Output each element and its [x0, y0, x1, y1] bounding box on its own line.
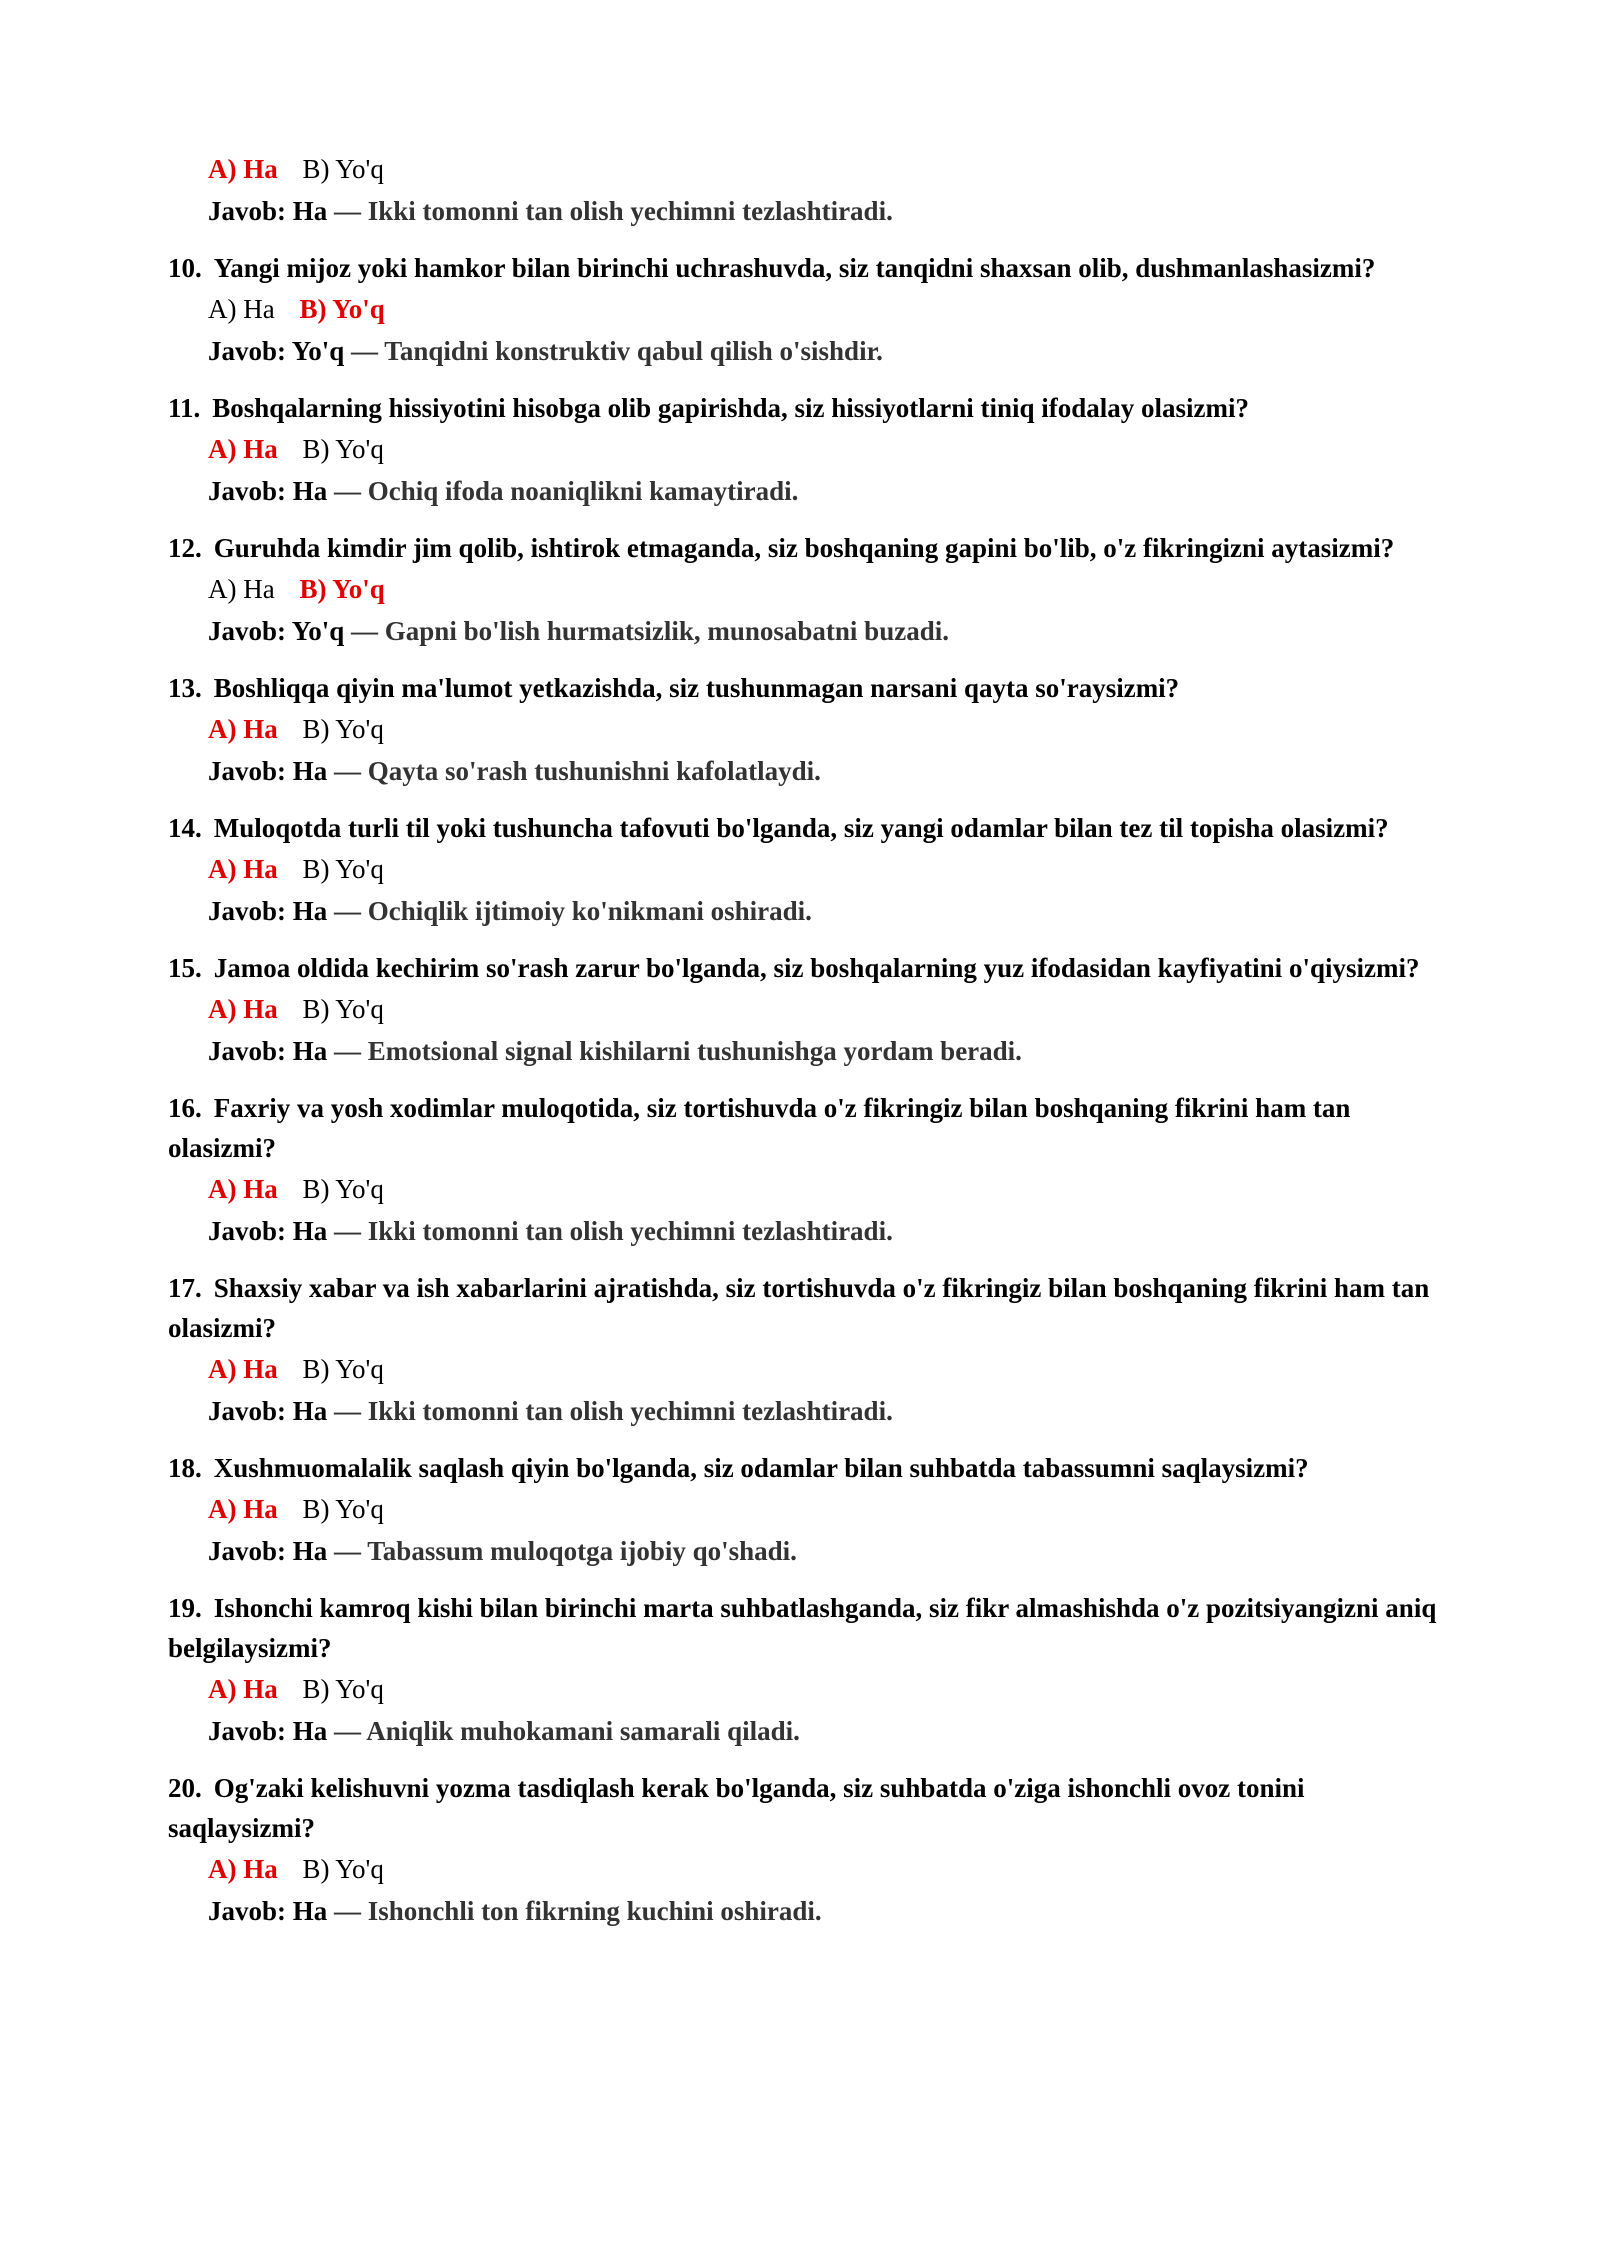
option-b: B) Yo'q: [302, 1174, 384, 1204]
question-block: [168, 388, 1440, 512]
answer-label: Javob: Ha: [208, 1896, 328, 1926]
question-text: [168, 248, 1440, 288]
question-block: [168, 808, 1440, 932]
option-a: A) Ha: [208, 854, 278, 884]
answer-line: [168, 190, 1440, 232]
option-a: A) Ha: [208, 434, 278, 464]
answer-line: [168, 1710, 1440, 1752]
answer-label: Javob: Ha: [208, 896, 328, 926]
answer-explanation: Ishonchli ton fikrning kuchini oshiradi.: [367, 1896, 822, 1926]
options-row: [168, 1668, 1440, 1710]
options-row: [168, 1348, 1440, 1390]
answer-explanation: Tanqidni konstruktiv qabul qilish o'sishdir.: [384, 336, 883, 366]
options-row: [168, 988, 1440, 1030]
answer-dash: —: [351, 336, 385, 366]
option-b: B) Yo'q: [302, 714, 384, 744]
question-number: 14.: [168, 813, 202, 843]
answer-dash: —: [334, 1396, 368, 1426]
answer-dash: —: [334, 1216, 368, 1246]
answer-line: [168, 470, 1440, 512]
question-block: [168, 528, 1440, 652]
answer-label: Javob: Ha: [208, 1216, 328, 1246]
question-body: Boshqalarning hissiyotini hisobga olib gapirishda, siz hissiyotlarni tiniq ifodalay olasizmi?: [212, 393, 1250, 423]
question-body: Xushmuomalalik saqlash qiyin bo'lganda, siz odamlar bilan suhbatda tabassumni saqlaysizmi?: [213, 1453, 1309, 1483]
option-b: B) Yo'q: [302, 994, 384, 1024]
options-row: [168, 568, 1440, 610]
option-b: B) Yo'q: [302, 154, 384, 184]
options-row: [168, 1168, 1440, 1210]
question-block: [168, 1088, 1440, 1252]
answer-explanation: Ikki tomonni tan olish yechimni tezlashtiradi.: [367, 1216, 893, 1246]
answer-explanation: Emotsional signal kishilarni tushunishga yordam beradi.: [367, 1036, 1022, 1066]
option-a: A) Ha: [208, 714, 278, 744]
answer-dash: —: [334, 196, 368, 226]
option-a: A) Ha: [208, 1354, 278, 1384]
answer-dash: —: [334, 476, 368, 506]
option-a: A) Ha: [208, 1674, 278, 1704]
question-block: [168, 248, 1440, 372]
question-text: [168, 948, 1440, 988]
options-row: [168, 288, 1440, 330]
answer-dash: —: [334, 896, 368, 926]
option-a: A) Ha: [208, 154, 278, 184]
options-row: [168, 428, 1440, 470]
question-text: [168, 1768, 1440, 1848]
question-text: [168, 1088, 1440, 1168]
options-row: [168, 708, 1440, 750]
answer-explanation: Qayta so'rash tushunishni kafolatlaydi.: [367, 756, 821, 786]
question-number: 11.: [168, 393, 201, 423]
option-a: A) Ha: [208, 294, 275, 324]
answer-label: Javob: Ha: [208, 1036, 328, 1066]
option-b: B) Yo'q: [302, 434, 384, 464]
option-b: B) Yo'q: [299, 294, 385, 324]
answer-label: Javob: Yo'q: [208, 616, 345, 646]
question-body: Ishonchi kamroq kishi bilan birinchi marta suhbatlashganda, siz fikr almashishda o'z pozitsiyangizni aniq belgilaysizmi?: [168, 1593, 1437, 1663]
options-row: [168, 1488, 1440, 1530]
answer-dash: —: [334, 1716, 367, 1746]
answer-label: Javob: Yo'q: [208, 336, 345, 366]
question-text: [168, 1448, 1440, 1488]
option-a: A) Ha: [208, 574, 275, 604]
question-number: 13.: [168, 673, 202, 703]
answer-line: [168, 1530, 1440, 1572]
question-body: Muloqotda turli til yoki tushuncha tafovuti bo'lganda, siz yangi odamlar bilan tez til topisha olasizmi?: [213, 813, 1389, 843]
answer-label: Javob: Ha: [208, 1536, 328, 1566]
answer-dash: —: [334, 1036, 368, 1066]
question-block: [168, 1588, 1440, 1752]
option-a: A) Ha: [208, 994, 278, 1024]
option-b: B) Yo'q: [302, 1354, 384, 1384]
question-body: Jamoa oldida kechirim so'rash zarur bo'lganda, siz boshqalarning yuz ifodasidan kayfiyatini o'qiysizmi?: [213, 953, 1420, 983]
answer-line: [168, 750, 1440, 792]
question-block: [168, 1768, 1440, 1932]
options-row: [168, 1848, 1440, 1890]
option-a: A) Ha: [208, 1174, 278, 1204]
option-b: B) Yo'q: [299, 574, 385, 604]
answer-line: [168, 1890, 1440, 1932]
question-body: Faxriy va yosh xodimlar muloqotida, siz tortishuvda o'z fikringiz bilan boshqaning fikrini ham tan olasizmi?: [168, 1093, 1351, 1163]
question-number: 19.: [168, 1593, 202, 1623]
option-a: A) Ha: [208, 1494, 278, 1524]
answer-explanation: Gapni bo'lish hurmatsizlik, munosabatni buzadi.: [384, 616, 949, 646]
question-block: [168, 1268, 1440, 1432]
answer-dash: —: [351, 616, 385, 646]
question-number: 17.: [168, 1273, 202, 1303]
answer-label: Javob: Ha: [208, 756, 328, 786]
options-row: [168, 848, 1440, 890]
question-text: [168, 528, 1440, 568]
question-body: Shaxsiy xabar va ish xabarlarini ajratishda, siz tortishuvda o'z fikringiz bilan boshqaning fikrini ham tan olasizmi?: [168, 1273, 1430, 1343]
answer-line: [168, 1210, 1440, 1252]
answer-dash: —: [334, 1536, 368, 1566]
answer-explanation: Ochiqlik ijtimoiy ko'nikmani oshiradi.: [367, 896, 812, 926]
answer-label: Javob: Ha: [208, 1716, 328, 1746]
answer-label: Javob: Ha: [208, 1396, 328, 1426]
question-number: 20.: [168, 1773, 202, 1803]
question-text: [168, 808, 1440, 848]
question-text: [168, 668, 1440, 708]
option-b: B) Yo'q: [302, 854, 384, 884]
answer-line: [168, 330, 1440, 372]
question-body: Boshliqqa qiyin ma'lumot yetkazishda, siz tushunmagan narsani qayta so'raysizmi?: [213, 673, 1180, 703]
question-text: [168, 1588, 1440, 1668]
question-number: 12.: [168, 533, 202, 563]
option-a: A) Ha: [208, 1854, 278, 1884]
question-block: [168, 668, 1440, 792]
question-number: 16.: [168, 1093, 202, 1123]
answer-line: [168, 610, 1440, 652]
question-list: [168, 148, 1440, 1948]
answer-dash: —: [334, 1896, 368, 1926]
question-body: Guruhda kimdir jim qolib, ishtirok etmaganda, siz boshqaning gapini bo'lib, o'z fikringizni aytasizmi?: [213, 533, 1395, 563]
option-b: B) Yo'q: [302, 1674, 384, 1704]
answer-explanation: Tabassum muloqotga ijobiy qo'shadi.: [367, 1536, 797, 1566]
answer-explanation: Ikki tomonni tan olish yechimni tezlashtiradi.: [367, 196, 893, 226]
question-text: [168, 1268, 1440, 1348]
answer-label: Javob: Ha: [208, 476, 328, 506]
question-block: [168, 1448, 1440, 1572]
answer-label: Javob: Ha: [208, 196, 328, 226]
question-body: Yangi mijoz yoki hamkor bilan birinchi uchrashuvda, siz tanqidni shaxsan olib, dushmanlashasizmi?: [213, 253, 1376, 283]
option-b: B) Yo'q: [302, 1854, 384, 1884]
option-b: B) Yo'q: [302, 1494, 384, 1524]
question-text: [168, 388, 1440, 428]
question-block: [168, 148, 1440, 232]
answer-explanation: Ikki tomonni tan olish yechimni tezlashtiradi.: [367, 1396, 893, 1426]
answer-explanation: Ochiq ifoda noaniqlikni kamaytiradi.: [367, 476, 799, 506]
answer-line: [168, 1030, 1440, 1072]
question-number: 10.: [168, 253, 202, 283]
question-body: Og'zaki kelishuvni yozma tasdiqlash kerak bo'lganda, siz suhbatda o'ziga ishonchli ovoz tonini saqlaysizmi?: [168, 1773, 1305, 1843]
answer-dash: —: [334, 756, 368, 786]
options-row: [168, 148, 1440, 190]
answer-line: [168, 890, 1440, 932]
answer-explanation: Aniqlik muhokamani samarali qiladi.: [366, 1716, 800, 1746]
question-number: 18.: [168, 1453, 202, 1483]
answer-line: [168, 1390, 1440, 1432]
question-block: [168, 948, 1440, 1072]
question-number: 15.: [168, 953, 202, 983]
